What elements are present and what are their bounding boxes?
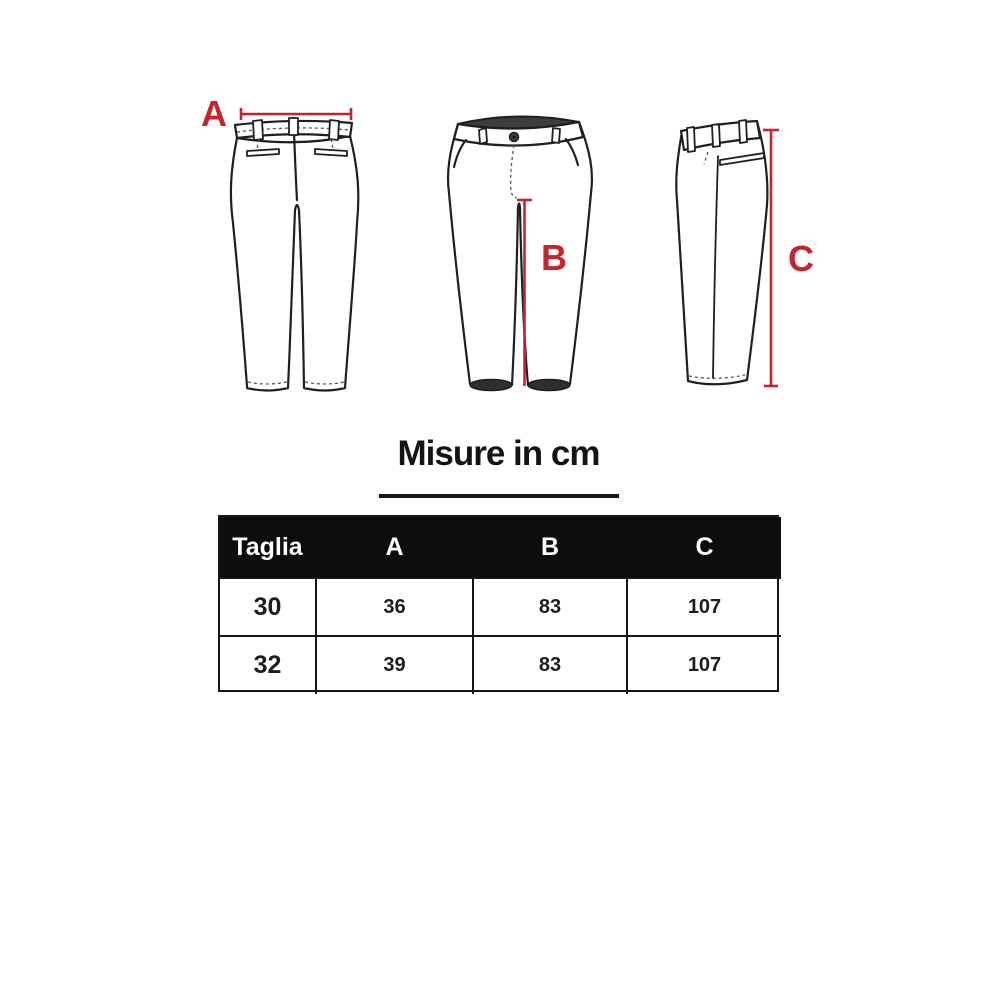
table-cell-measure: 107 (687, 654, 722, 676)
pants-back-view-drawing (185, 88, 430, 408)
size-table (218, 515, 779, 692)
hem-opening (528, 380, 570, 391)
table-cell-measure: 107 (628, 579, 781, 637)
table-cell-size: 30 (220, 579, 317, 637)
belt-loop (552, 128, 560, 143)
belt-loop (253, 120, 263, 140)
table-cell-measure: 83 (474, 637, 628, 694)
belt-loop (687, 127, 695, 152)
title-underline (379, 494, 619, 498)
column-header-c: C (628, 517, 781, 579)
column-header-a: A (317, 517, 474, 579)
belt-loop (712, 124, 720, 147)
measure-label-b: B (541, 237, 567, 278)
measure-label-a: A (201, 93, 227, 134)
pants-front-silhouette (448, 122, 592, 391)
belt-loop (289, 118, 298, 135)
page-title: Misure in cm (397, 434, 600, 473)
belt-loop (479, 128, 487, 144)
table-cell-measure: 39 (317, 637, 474, 694)
table-cell-measure: 36 (317, 579, 474, 637)
belt-loop (739, 120, 747, 143)
column-header-taglia: Taglia (220, 517, 317, 579)
belt-loop (329, 120, 339, 140)
table-cell-measure: 83 (474, 579, 628, 637)
front-waistband (454, 116, 583, 145)
pants-back-silhouette (231, 132, 358, 391)
table-cell-size: 32 (220, 637, 317, 694)
hem-opening (470, 380, 512, 391)
measure-label-c: C (788, 238, 814, 279)
column-header-b: B (474, 517, 628, 579)
